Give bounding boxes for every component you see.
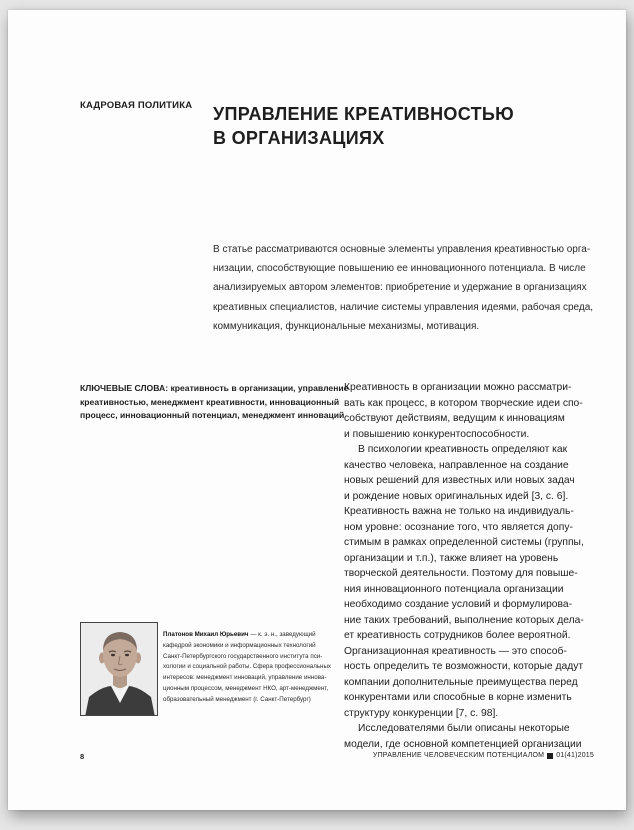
- body-line: ность определить те возможности, которые дадут: [344, 661, 584, 672]
- author-degree: — к. э. н., заведующий: [248, 631, 316, 638]
- body-line: В психологии креативность определяют как: [358, 444, 568, 455]
- abstract-line: анализируемых автором элементов: приобретение и удержание в организациях: [213, 282, 587, 294]
- body-line: Креативность в организации можно рассматри-: [344, 382, 572, 393]
- body-line: структуру конкуренции [7, с. 98].: [344, 707, 499, 719]
- author-portrait-icon: [81, 623, 158, 716]
- author-name: Платонов Михаил Юрьевич: [163, 631, 249, 638]
- body-line: Исследователями были описаны некоторые: [358, 723, 570, 734]
- body-line: компании дополнительные преимущества перед: [344, 676, 578, 688]
- journal-name: УПРАВЛЕНИЕ ЧЕЛОВЕЧЕСКИМ ПОТЕНЦИАЛОМ: [372, 752, 545, 759]
- keywords-line: креативностью, менеджмент креативности, инновационный: [80, 396, 340, 407]
- body-line: собствуют действиям, ведущим к инновациям: [344, 413, 565, 424]
- keywords-line: процесс, инновационный потенциал, менеджмент инноваций: [80, 410, 345, 420]
- author-bio-line: Санкт-Петербургского государственного института пси-: [163, 652, 323, 660]
- keywords-line: КЛЮЧЕВЫЕ СЛОВА: креативность в организации, управление: [80, 383, 349, 393]
- body-line: качество человека, направленное на создание: [344, 459, 569, 471]
- abstract-line: креативных специалистов, наличие системы управления идеями, рабочая среда,: [213, 301, 594, 313]
- abstract-line: коммуникация, функциональные механизмы, мотивация.: [213, 320, 480, 332]
- author-bio-line: образовательный менеджмент (г. Санкт-Петербург): [163, 695, 311, 703]
- journal-footer: [373, 752, 594, 759]
- article-title: [213, 102, 514, 150]
- body-line: Креативность важна не только на индивидуаль-: [344, 506, 574, 517]
- body-line: Организационная креативность — это способ-: [344, 645, 567, 657]
- abstract-line: В статье рассматриваются основные элементы управления креативностью орга-: [213, 244, 591, 255]
- author-bio-line: интересов: менеджмент инноваций, управление иннова-: [163, 674, 327, 682]
- body-line: ет креативность сотрудников более вероятной.: [344, 630, 571, 641]
- magazine-page: [8, 10, 626, 810]
- body-text: [344, 380, 596, 752]
- title-line-1: УПРАВЛЕНИЕ КРЕАТИВНОСТЬЮ: [213, 104, 514, 124]
- body-line: организации и т.п.), также влияет на уровень: [344, 552, 559, 564]
- abstract: [213, 240, 594, 336]
- abstract-line: низации, способствующие повышению ее инновационного потенциала. В числе: [213, 263, 586, 275]
- body-line: стимым в рамках определенной системы (группы,: [344, 537, 584, 548]
- section-label: КАДРОВАЯ ПОЛИТИКА: [80, 100, 193, 111]
- author-bio-line: ционным процессом, менеджмент НКО, арт-менеджмент,: [163, 684, 329, 692]
- author-bio-line: кафедрой экономики и информационных технологий: [163, 641, 316, 649]
- body-line: вать как процесс, в котором творческие идеи спо-: [344, 397, 583, 409]
- body-line: и повышению конкурентоспособности.: [344, 428, 530, 440]
- body-line: ние таких требований, выполнение которых дела-: [344, 614, 584, 626]
- keywords: [80, 382, 349, 423]
- page-number: 8: [80, 752, 85, 761]
- author-bio: [163, 630, 343, 706]
- body-line: новых решений для известных или новых задач: [344, 475, 575, 486]
- body-line: ном уровне: осознание того, что является допу-: [344, 521, 573, 533]
- title-line-2: В ОРГАНИЗАЦИЯХ: [213, 128, 385, 148]
- square-bullet-icon: [547, 753, 553, 759]
- author-bio-line: [163, 630, 343, 641]
- author-photo: [80, 622, 158, 716]
- body-line: конкурентами или способные в корне изменить: [344, 692, 572, 703]
- body-line: и рождение новых оригинальных идей [3, с. 6].: [344, 490, 569, 502]
- author-bio-line: хологии и социальной работы. Сфера профессиональных: [163, 663, 331, 671]
- journal-issue: 01(41)2015: [556, 752, 594, 759]
- body-line: ния инновационного потенциала организации: [344, 583, 564, 595]
- body-line: необходимо создание условий и формулирова-: [344, 599, 573, 610]
- body-line: творческой деятельности. Поэтому для повыше-: [344, 568, 578, 579]
- body-line: модели, где основной компетенцией организации: [344, 738, 582, 750]
